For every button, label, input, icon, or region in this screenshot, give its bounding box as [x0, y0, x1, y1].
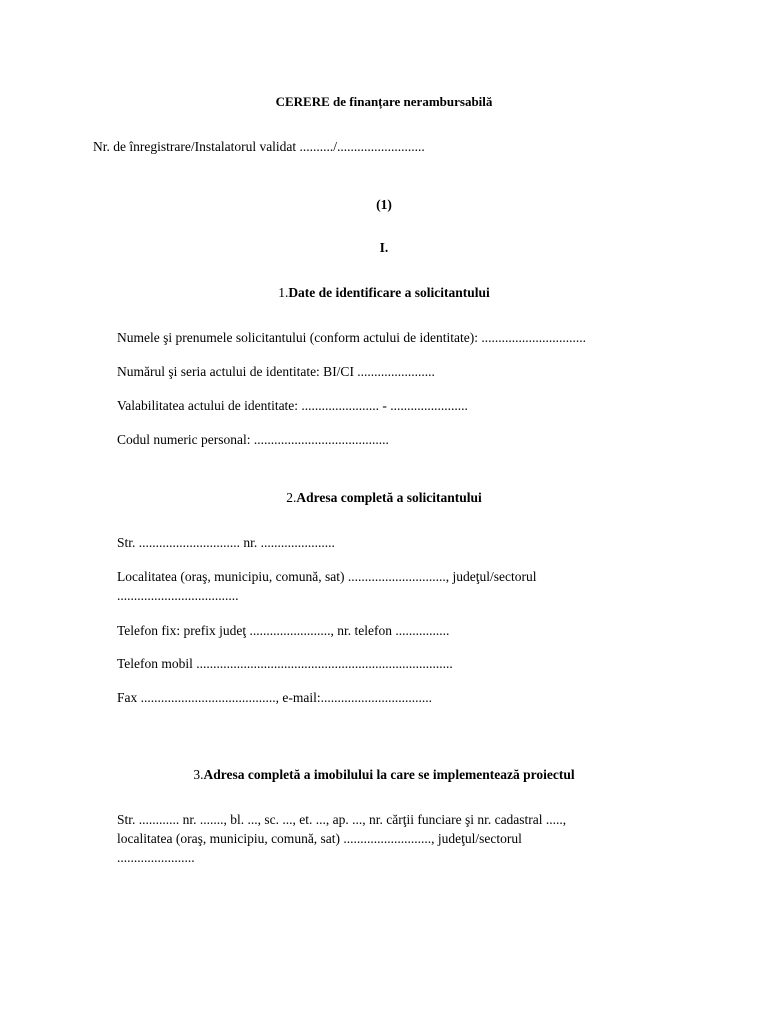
- section2-number: 2.: [286, 490, 297, 505]
- fax-email-line: Fax ........................................, e-mail:.................................: [117, 690, 432, 705]
- registration-line: Nr. de înregistrare/Instalatorul validat ........../..........................: [93, 139, 425, 154]
- landline-phone-line: Telefon fix: prefix judeţ ........................, nr. telefon ................: [117, 623, 450, 638]
- section-number: (1): [376, 197, 392, 212]
- property-address-line: Str. ............ nr. ......., bl. ..., sc. ..., et. ..., ap. ..., nr. cărţii funciare şi nr. cadastral .....,: [117, 812, 567, 827]
- section1-heading: [0, 285, 768, 301]
- street-line: Str. .............................. nr. ......................: [117, 535, 335, 550]
- id-series-line: Numărul şi seria actului de identitate: BI/CI .......................: [117, 364, 435, 379]
- property-county-continuation-line: .......................: [117, 850, 195, 865]
- id-validity-line: Valabilitatea actului de identitate: ....................... - .......................: [117, 398, 468, 413]
- locality-continuation-line: ....................................: [117, 588, 239, 603]
- section1-number: 1.: [278, 285, 289, 300]
- property-locality-line: localitatea (oraş, municipiu, comună, sat) .........................., judeţul/sectorul: [117, 831, 522, 846]
- applicant-name-line: Numele şi prenumele solicitantului (conform actului de identitate): ...............................: [117, 330, 587, 345]
- cnp-line: Codul numeric personal: ........................................: [117, 432, 389, 447]
- section3-heading: [0, 767, 768, 783]
- locality-line: Localitatea (oraş, municipiu, comună, sat) ............................., judeţul/sectorul: [117, 569, 537, 584]
- mobile-phone-line: Telefon mobil ............................................................................: [117, 656, 453, 671]
- section3-number: 3.: [193, 767, 204, 782]
- section2-title: Adresa completă a solicitantului: [296, 490, 482, 505]
- document-title: CERERE de finanțare nerambursabilă: [275, 94, 493, 109]
- section2-heading: [0, 490, 768, 506]
- section3-title: Adresa completă a imobilului la care se implementează proiectul: [203, 767, 575, 782]
- section1-title: Date de identificare a solicitantului: [288, 285, 490, 300]
- part-heading: I.: [379, 240, 389, 255]
